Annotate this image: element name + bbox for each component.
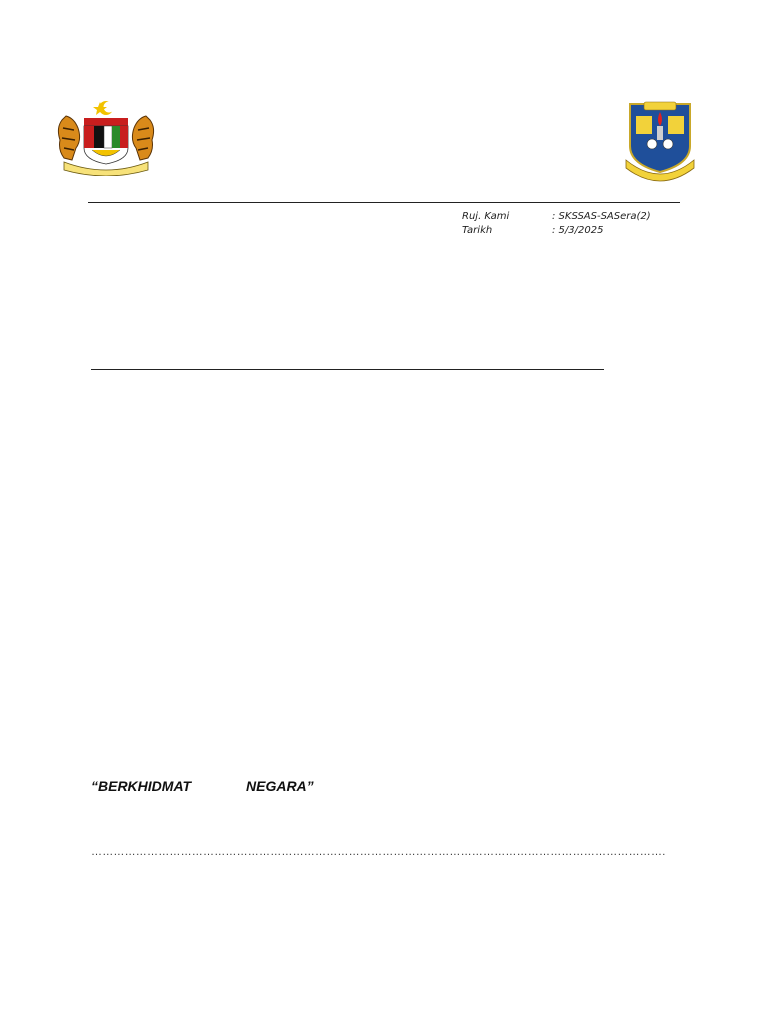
- reference-block: [462, 210, 651, 238]
- malaysia-coat-of-arms-icon: [54, 98, 158, 176]
- motto-word-2: NEGARA”: [246, 778, 314, 794]
- date-row: [462, 224, 651, 238]
- tarikh-value: : 5/3/2025: [552, 225, 604, 236]
- school-crest-icon: [622, 98, 698, 184]
- ruj-kami-label: Ruj. Kami: [462, 211, 510, 222]
- ruj-kami-value: : SKSSAS-SASera(2): [552, 211, 651, 222]
- header-divider: [88, 202, 680, 203]
- tarikh-label: Tarikh: [462, 225, 493, 236]
- signature-line: ……………………………………………………………………………………………………………………………………….: [91, 846, 666, 858]
- motto: [91, 778, 314, 794]
- reference-row: [462, 210, 651, 224]
- motto-word-1: “BERKHIDMAT: [91, 778, 192, 794]
- subject-divider: [91, 369, 604, 370]
